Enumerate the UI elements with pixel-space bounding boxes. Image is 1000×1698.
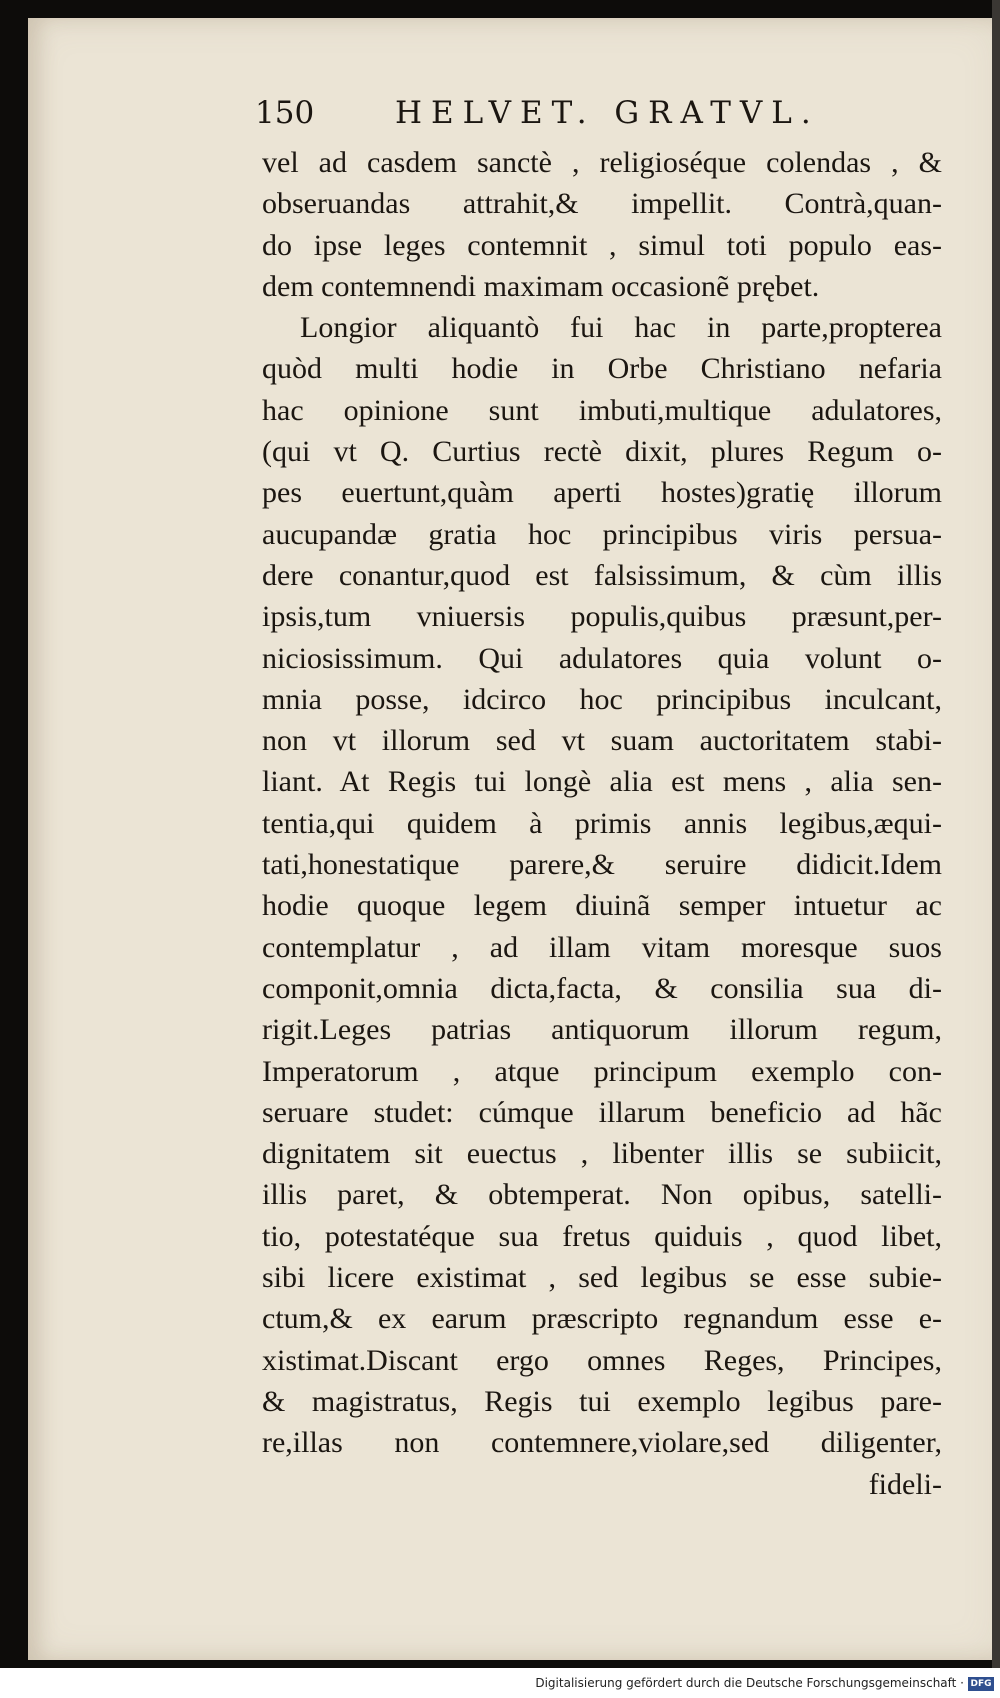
text-line: (qui vt Q. Curtius rectè dixit, plures Regum o-: [262, 435, 942, 469]
funding-credit: Digitalisierung gefördert durch die Deutsche Forschungsgemeinschaft ·: [535, 1676, 964, 1690]
text-line: pes euertunt,quàm aperti hostes)gratię illorum: [262, 476, 942, 510]
text-line: non vt illorum sed vt suam auctoritatem stabi-: [262, 724, 942, 758]
scan-edge-strip: [992, 0, 1000, 1668]
text-line: illis paret, & obtemperat. Non opibus, satelli-: [262, 1178, 942, 1212]
text-line: niciosissimum. Qui adulatores quia volunt o-: [262, 641, 942, 675]
text-line: dem contemnendi maximam occasionẽ prębet.: [262, 269, 820, 303]
text-line: liant. At Regis tui longè alia est mens , alia sen-: [262, 765, 942, 799]
text-line: sibi licere existimat , sed legibus se esse subie-: [262, 1261, 942, 1295]
text-line: & magistratus, Regis tui exemplo legibus pare-: [262, 1384, 942, 1418]
digitization-footer: [0, 1670, 1000, 1698]
text-line: dere conantur,quod est falsissimum, & cùm illis: [262, 558, 942, 592]
text-line: tentia,qui quidem à primis annis legibus,æqui-: [262, 806, 942, 840]
dfg-logo: DFG: [968, 1677, 994, 1691]
text-line: mnia posse, idcirco hoc principibus inculcant,: [262, 682, 942, 716]
text-line: do ipse leges contemnit , simul toti populo eas-: [262, 228, 942, 262]
page-header: [255, 95, 820, 135]
text-line: ctum,& ex earum præscripto regnandum esse e-: [262, 1302, 942, 1336]
page-number: 150: [255, 95, 315, 131]
text-line: re,illas non contemnere,violare,sed diligenter,: [262, 1426, 942, 1460]
text-line: aucupandæ gratia hoc principibus viris persua-: [262, 517, 942, 551]
text-line: tio, potestatéque sua fretus quiduis , quod libet,: [262, 1219, 942, 1253]
text-line: vel ad casdem sanctè , religioséque colendas , &: [262, 146, 942, 179]
text-line: dignitatem sit euectus , libenter illis se subiicit,: [262, 1137, 942, 1171]
text-line: componit,omnia dicta,facta, & consilia sua di-: [262, 971, 942, 1005]
text-line: contemplatur , ad illam vitam moresque suos: [262, 930, 942, 964]
body-text: [262, 142, 942, 1505]
text-line: tati,honestatique parere,& seruire didicit.Idem: [262, 848, 942, 882]
text-line: xistimat.Discant ergo omnes Reges, Principes,: [262, 1343, 942, 1377]
text-line: hodie quoque legem diuinã semper intuetur ac: [262, 889, 942, 923]
text-line: quòd multi hodie in Orbe Christiano nefaria: [262, 352, 942, 386]
text-line: seruare studet: cúmque illarum beneficio ad hãc: [262, 1095, 942, 1129]
text-line: obseruandas attrahit,& impellit. Contrà,quan-: [262, 187, 942, 221]
text-line: rigit.Leges patrias antiquorum illorum regum,: [262, 1013, 942, 1047]
text-line: hac opinione sunt imbuti,multique adulatores,: [262, 393, 942, 427]
text-line: Imperatorum , atque principum exemplo con-: [262, 1054, 942, 1088]
text-line: ipsis,tum vniuersis populis,quibus præsunt,per-: [262, 600, 942, 634]
running-title: HELVET. GRATVL.: [395, 95, 820, 131]
catchword: fideli-: [868, 1467, 942, 1501]
text-line: Longior aliquantò fui hac in parte,propterea: [300, 311, 942, 345]
